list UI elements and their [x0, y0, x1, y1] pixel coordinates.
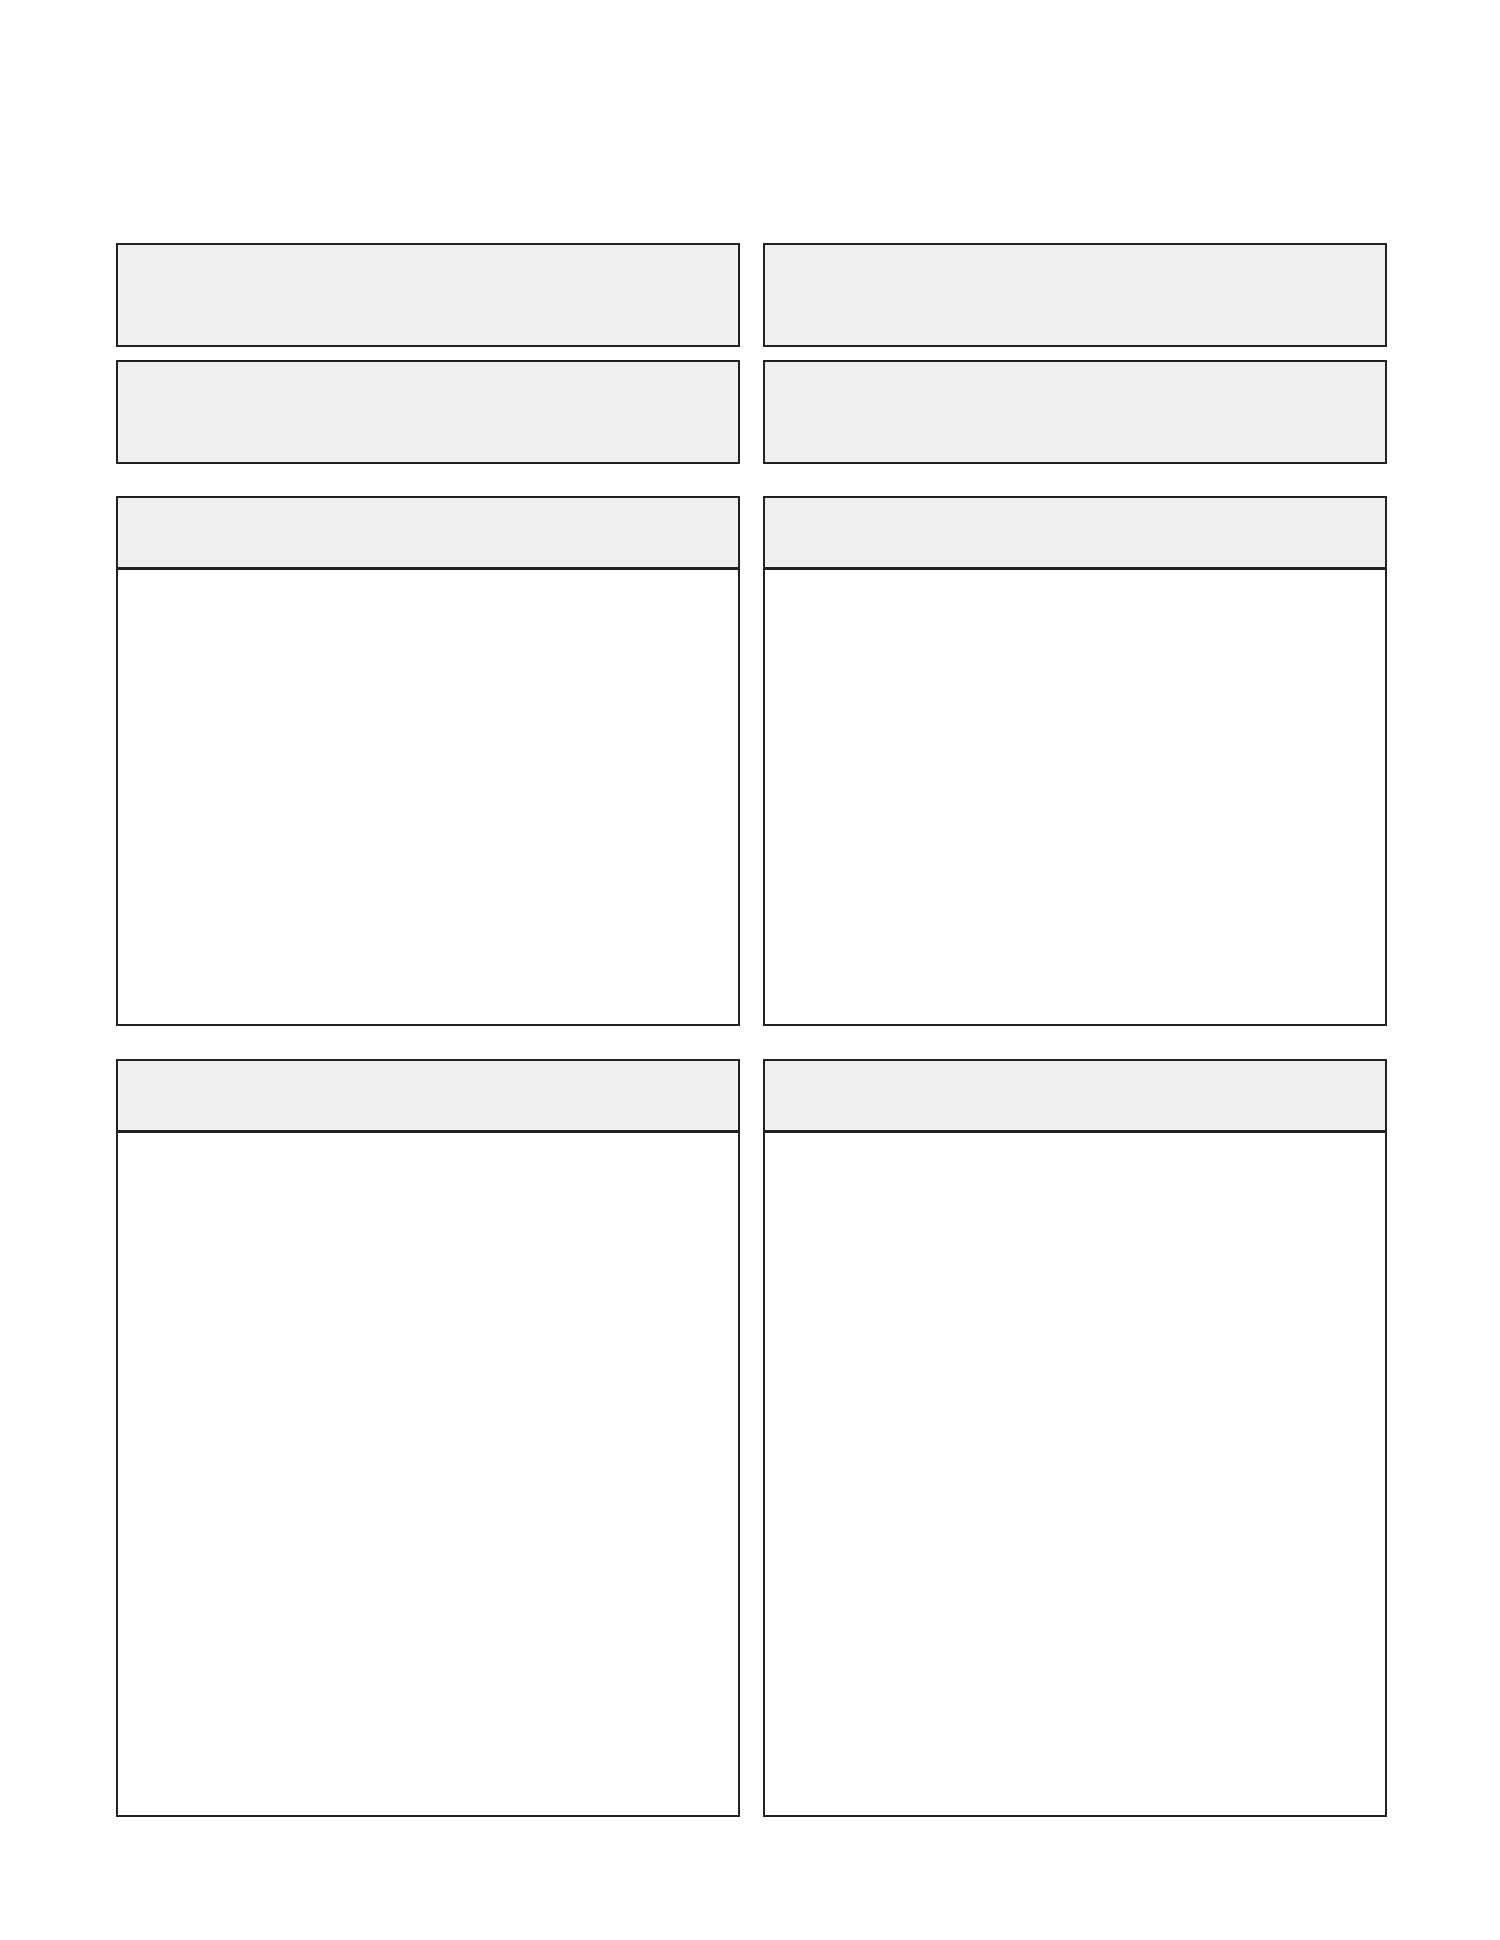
- budget-field[interactable]: [763, 243, 1387, 347]
- total-expenses-field[interactable]: [116, 360, 740, 464]
- notes-panel: [763, 1059, 1387, 1817]
- supplies-needed-heading: [118, 498, 738, 570]
- description-panel: [116, 1059, 740, 1817]
- supplies-needed-panel: [116, 496, 740, 1026]
- checklist-heading: [765, 498, 1385, 570]
- checklist-panel: [763, 496, 1387, 1026]
- description-heading: [118, 1061, 738, 1133]
- notes-heading: [765, 1061, 1385, 1133]
- profit-field[interactable]: [763, 360, 1387, 464]
- product-name-field[interactable]: [116, 243, 740, 347]
